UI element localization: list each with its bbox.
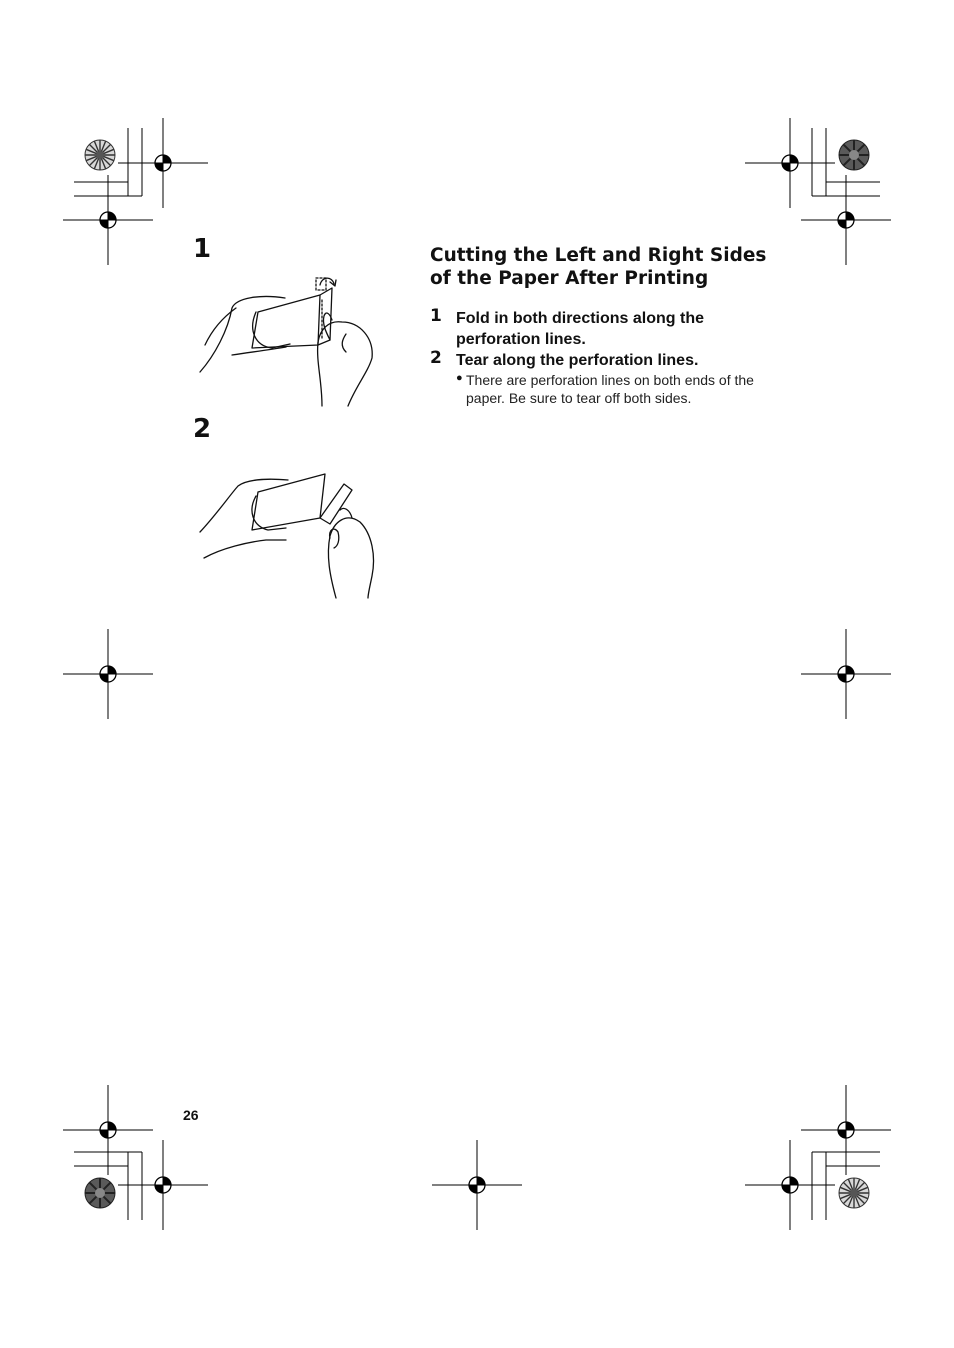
note-text bbox=[466, 371, 786, 407]
step-number: 1 bbox=[430, 306, 442, 326]
page-number: 26 bbox=[183, 1107, 199, 1123]
section-title-line-1: Cutting the Left and Right Sides bbox=[430, 245, 767, 266]
step-number: 2 bbox=[430, 348, 442, 368]
figure-number-1: 1 bbox=[193, 234, 212, 264]
step-text-line-1: Fold in both directions along the bbox=[456, 310, 704, 327]
step-text bbox=[456, 308, 776, 350]
section-title bbox=[430, 244, 790, 290]
step-text-line-1: Tear along the perforation lines. bbox=[456, 352, 699, 369]
section-title-line-2: of the Paper After Printing bbox=[430, 268, 709, 289]
note-line-2: paper. Be sure to tear off both sides. bbox=[466, 390, 692, 406]
bullet-icon: ● bbox=[456, 372, 463, 384]
note-line-1: There are perforation lines on both ends of the bbox=[466, 372, 754, 388]
step-text bbox=[456, 350, 776, 371]
figure-number-2: 2 bbox=[193, 414, 212, 444]
step-text-line-2: perforation lines. bbox=[456, 331, 586, 348]
